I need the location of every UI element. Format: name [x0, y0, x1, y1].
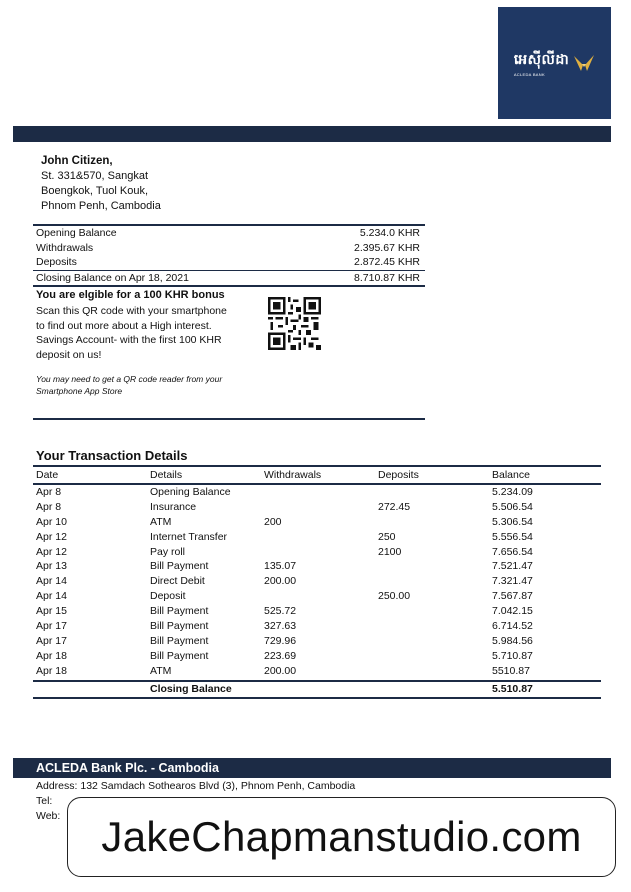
- footer-tel: Tel:: [36, 795, 53, 807]
- details-cell: Bill Payment: [150, 620, 209, 633]
- date-cell: Apr 17: [36, 620, 67, 633]
- withdrawal-cell: 200: [264, 515, 282, 528]
- closing-balance-row: [33, 682, 601, 697]
- balance-cell: 5.506.54: [492, 500, 533, 513]
- date-cell: Apr 10: [36, 515, 67, 528]
- table-header: [33, 467, 601, 483]
- balance-cell: 5.710.87: [492, 649, 533, 662]
- table-row: [33, 515, 601, 530]
- balance-cell: 5.984.56: [492, 634, 533, 647]
- balance-cell: 7.042.15: [492, 605, 533, 618]
- date-cell: Apr 17: [36, 634, 67, 647]
- date-cell: Apr 8: [36, 486, 62, 498]
- promo-title: You are elgible for a 100 KHR bonus: [36, 289, 225, 301]
- date-cell: Apr 8: [36, 500, 62, 513]
- deposit-cell: [378, 664, 492, 679]
- deposit-cell: [378, 515, 492, 530]
- account-summary: [33, 224, 425, 287]
- summary-value: 2.395.67 KHR: [354, 241, 420, 254]
- address-line: Boengkok, Tuol Kouk,: [41, 185, 149, 197]
- balance-cell: 7.321.47: [492, 575, 533, 588]
- transactions-table: [33, 465, 601, 699]
- header-bar: [13, 126, 611, 141]
- bank-logo: [498, 7, 611, 119]
- watermark-banner: [67, 797, 616, 877]
- details-cell: Internet Transfer: [150, 530, 228, 543]
- deposit-cell: [378, 604, 492, 619]
- details-cell: ATM: [150, 515, 172, 528]
- closing-balance-value: 5.510.87: [492, 682, 533, 695]
- deposit-cell: [378, 649, 492, 664]
- qr-code-icon[interactable]: [268, 297, 321, 350]
- summary-row-withdrawals: [33, 241, 425, 256]
- details-cell: Pay roll: [150, 545, 186, 558]
- balance-cell: 7.521.47: [492, 560, 533, 573]
- closing-empty-cell: [33, 682, 150, 697]
- watermark-text: JakeChapmanstudio.com: [101, 813, 582, 860]
- details-cell: Bill Payment: [150, 605, 209, 618]
- promo-block: [36, 288, 236, 397]
- details-cell: Direct Debit: [150, 575, 205, 588]
- table-row: [33, 634, 601, 649]
- date-cell: Apr 13: [36, 560, 67, 573]
- details-cell: Bill Payment: [150, 634, 209, 647]
- closing-balance-label: Closing Balance: [150, 682, 232, 695]
- withdrawal-cell: 327.63: [264, 620, 297, 633]
- deposit-cell: [378, 634, 492, 649]
- details-cell: Bill Payment: [150, 649, 209, 662]
- date-cell: Apr 15: [36, 605, 67, 618]
- deposit-cell: [378, 619, 492, 634]
- withdrawal-cell: 200.00: [264, 664, 297, 677]
- promo-note: You may need to get a QR code reader from your Smartphone App Store: [36, 374, 223, 396]
- balance-cell: 7.567.87: [492, 590, 533, 603]
- deposit-cell: [378, 485, 492, 500]
- header-divider: [13, 141, 611, 142]
- table-row: [33, 545, 601, 560]
- summary-value: 5.234.0 KHR: [359, 227, 420, 239]
- logo-khmer-text: អេស៊ីលីដា: [513, 50, 570, 67]
- table-row: [33, 619, 601, 634]
- summary-label: Closing Balance on Apr 18, 2021: [36, 271, 189, 284]
- balance-cell: 5.556.54: [492, 530, 533, 543]
- details-cell: Bill Payment: [150, 560, 209, 573]
- withdrawal-cell: 525.72: [264, 605, 297, 618]
- table-row: [33, 574, 601, 589]
- summary-label: Opening Balance: [36, 227, 117, 239]
- column-header: Details: [150, 469, 183, 481]
- balance-cell: 5.234.09: [492, 486, 533, 498]
- promo-bottom-rule: [33, 418, 425, 420]
- customer-name: John Citizen,: [41, 155, 113, 167]
- deposit-cell: 2100: [378, 545, 402, 558]
- summary-row-closing: [33, 271, 425, 286]
- table-row: [33, 649, 601, 664]
- table-row: [33, 559, 601, 574]
- date-cell: Apr 14: [36, 590, 67, 603]
- address-line: Phnom Penh, Cambodia: [41, 200, 161, 212]
- column-header: Balance: [492, 469, 530, 481]
- customer-address-block: [41, 154, 161, 214]
- summary-bottom-rule: [33, 285, 425, 287]
- deposit-cell: 272.45: [378, 500, 411, 513]
- withdrawal-cell: [264, 545, 378, 560]
- table-row: [33, 589, 601, 604]
- withdrawal-cell: 135.07: [264, 560, 297, 573]
- details-cell: Opening Balance: [150, 486, 231, 498]
- deposit-cell: 250: [378, 530, 396, 543]
- summary-row-deposits: [33, 255, 425, 270]
- transactions-title: Your Transaction Details: [36, 448, 188, 463]
- withdrawal-cell: 729.96: [264, 634, 297, 647]
- summary-value: 2.872.45 KHR: [354, 256, 420, 268]
- date-cell: Apr 18: [36, 649, 67, 662]
- date-cell: Apr 12: [36, 530, 67, 543]
- withdrawal-cell: [264, 485, 378, 500]
- column-header: Date: [36, 469, 59, 481]
- deposit-cell: [378, 574, 492, 589]
- table-row: [33, 664, 601, 679]
- withdrawal-cell: 223.69: [264, 649, 297, 662]
- date-cell: Apr 14: [36, 575, 67, 588]
- details-cell: Deposit: [150, 590, 186, 603]
- summary-label: Deposits: [36, 256, 77, 268]
- table-body: [33, 485, 601, 679]
- summary-value: 8.710.87 KHR: [354, 271, 420, 284]
- summary-row-opening: [33, 226, 425, 241]
- column-header: Deposits: [378, 469, 419, 481]
- date-cell: Apr 12: [36, 545, 67, 558]
- footer-bank-name: ACLEDA Bank Plc. - Cambodia: [36, 761, 219, 775]
- balance-cell: 5.306.54: [492, 515, 533, 528]
- withdrawal-cell: [264, 530, 378, 545]
- closing-empty-cell: [378, 682, 492, 697]
- deposit-cell: 250.00: [378, 590, 411, 603]
- withdrawal-cell: [264, 500, 378, 515]
- bird-logo-icon: [573, 53, 595, 73]
- address-line: St. 331&570, Sangkat: [41, 170, 149, 182]
- table-row: [33, 604, 601, 619]
- deposit-cell: [378, 559, 492, 574]
- promo-body: Scan this QR code with your smartphone to find out more about a High interest. Savings Account- with the first 100 KHR deposit on us!: [36, 305, 227, 361]
- table-row: [33, 500, 601, 515]
- logo-english-text: ACLEDA BANK: [513, 71, 545, 77]
- footer-web: Web:: [36, 810, 61, 822]
- summary-label: Withdrawals: [36, 241, 94, 254]
- closing-empty-cell: [264, 682, 378, 697]
- column-header: Withdrawals: [264, 469, 322, 481]
- balance-cell: 5510.87: [492, 664, 530, 677]
- table-bottom-rule: [33, 697, 601, 699]
- footer-bar: [13, 758, 611, 778]
- balance-cell: 7.656.54: [492, 545, 533, 558]
- withdrawal-cell: 200.00: [264, 575, 297, 588]
- date-cell: Apr 18: [36, 664, 67, 677]
- table-row: [33, 485, 601, 500]
- details-cell: Insurance: [150, 500, 197, 513]
- balance-cell: 6.714.52: [492, 620, 533, 633]
- table-row: [33, 530, 601, 545]
- details-cell: ATM: [150, 664, 172, 677]
- withdrawal-cell: [264, 589, 378, 604]
- footer-address: Address: 132 Samdach Sothearos Blvd (3), Phnom Penh, Cambodia: [36, 780, 356, 792]
